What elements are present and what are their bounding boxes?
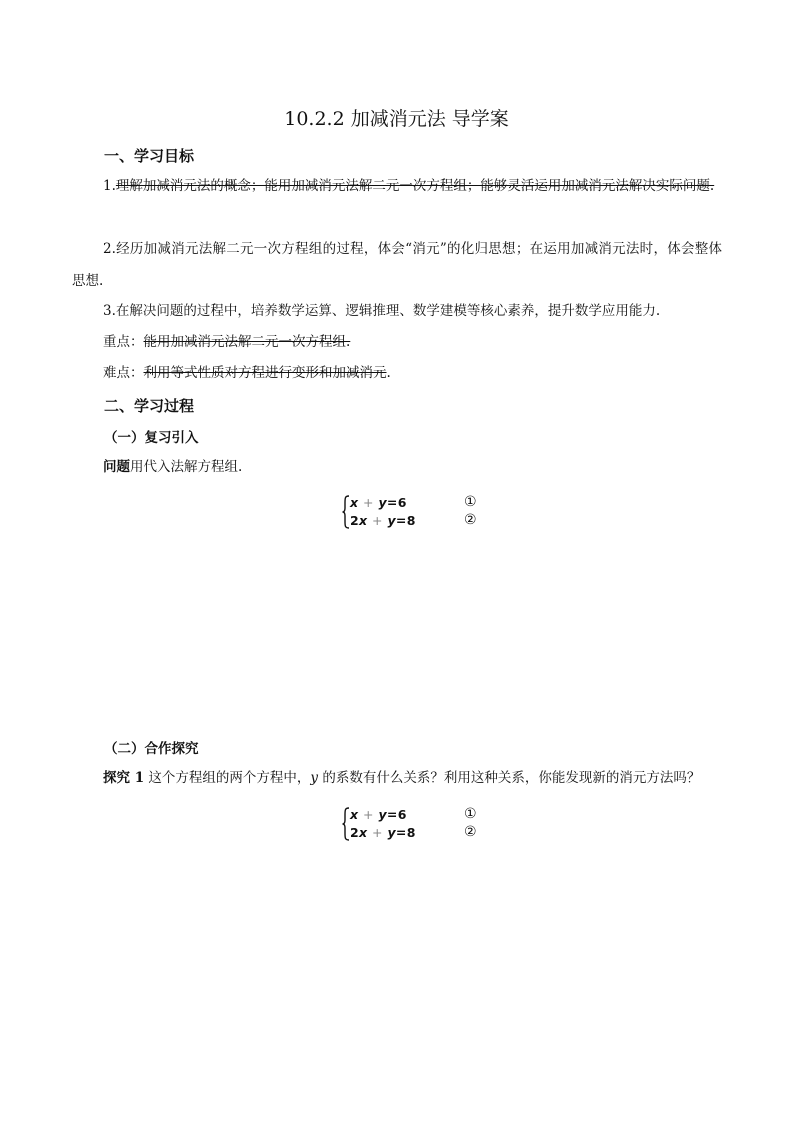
equation-1: x + y=6 xyxy=(350,807,407,822)
equation-system-2 xyxy=(342,807,492,843)
equation-system-1 xyxy=(342,495,492,531)
difficulty-point xyxy=(72,357,722,389)
equation-2-marker: ② xyxy=(464,824,477,840)
difficulty-text: 利用等式性质对方程进行变形和加减消元 xyxy=(143,365,387,381)
variable-y: y xyxy=(310,770,319,786)
difficulty-period: . xyxy=(386,365,391,381)
goal-1 xyxy=(72,170,722,202)
goal-1-number: 1. xyxy=(103,178,116,194)
goal-2: 2.经历加减消元法解二元一次方程组的过程，体会“消元”的化归思想；在运用加减消元法时，体会整体思想. xyxy=(72,241,722,289)
explore-label: 探究 1 xyxy=(103,770,145,786)
goal-3: 3.在解决问题的过程中，培养数学运算、逻辑推理、数学建模等核心素养，提升数学应用能力. xyxy=(103,303,661,319)
equation-2-marker: ② xyxy=(464,512,477,528)
section-heading-goals: 一、学习目标 xyxy=(104,147,195,165)
key-point-text: 能用加减消元法解二元一次方程组. xyxy=(143,334,351,350)
left-brace-icon xyxy=(342,807,350,841)
equation-1: x + y=6 xyxy=(350,495,407,510)
equation-2: 2x + y=8 xyxy=(350,825,416,840)
key-point-label: 重点： xyxy=(103,334,144,350)
difficulty-label: 难点： xyxy=(103,365,144,381)
page-title: 10.2.2 加减消元法 导学案 xyxy=(284,108,509,130)
subsection-explore: （二）合作探究 xyxy=(104,741,199,757)
question-text: 用代入法解方程组. xyxy=(130,459,243,475)
key-point xyxy=(72,326,722,358)
goal-1-text: 理解加减消元法的概念；能用加减消元法解二元一次方程组；能够灵活运用加减消元法解决实际问题. xyxy=(115,178,715,194)
subsection-review: （一）复习引入 xyxy=(104,430,199,446)
equation-1-marker: ① xyxy=(464,806,477,822)
explore-1: 探究 1 这个方程组的两个方程中，y 的系数有什么关系？利用这种关系，你能发现新的消元方法吗？ xyxy=(103,770,701,786)
question xyxy=(72,451,722,483)
section-heading-process: 二、学习过程 xyxy=(104,397,195,415)
equation-2: 2x + y=8 xyxy=(350,513,416,528)
left-brace-icon xyxy=(342,495,350,529)
question-label: 问题 xyxy=(103,459,130,475)
equation-1-marker: ① xyxy=(464,494,477,510)
